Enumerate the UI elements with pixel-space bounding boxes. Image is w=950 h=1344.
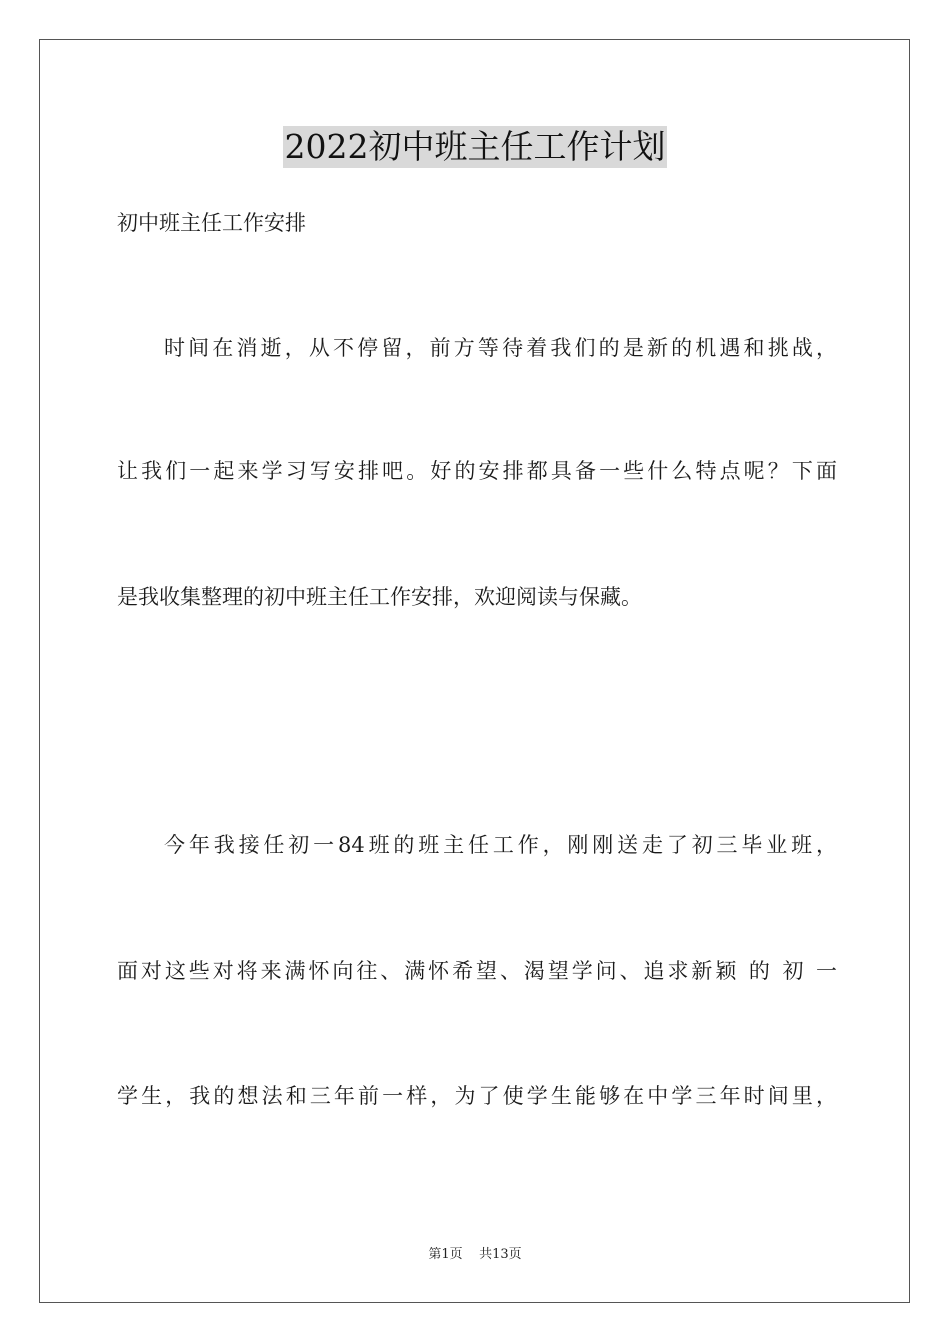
page-footer — [0, 1246, 950, 1264]
document-subtitle: 初中班主任工作安排 — [117, 211, 306, 235]
page-total: 共13页 — [479, 1247, 522, 1262]
paragraph-line-1: 时间在消逝，从不停留，前方等待着我们的是新的机遇和挑战， — [164, 336, 837, 360]
paragraph-line-5: 面对这些对将来满怀向往、满怀希望、渴望学问、追求新颖 的 初 一 — [117, 959, 837, 983]
paragraph-line-3: 是我收集整理的初中班主任工作安排，欢迎阅读与保藏。 — [117, 585, 642, 609]
paragraph-line-6: 学生，我的想法和三年前一样，为了使学生能够在中学三年时间里， — [117, 1084, 837, 1108]
document-title: 2022初中班主任工作计划 — [284, 127, 666, 166]
page-number: 第1页 — [428, 1247, 463, 1262]
paragraph-line-2: 让我们一起来学习写安排吧。好的安排都具备一些什么特点呢？下面 — [117, 459, 837, 483]
title-wrapper — [0, 126, 950, 168]
paragraph-line-4: 今年我接任初一84班的班主任工作，刚刚送走了初三毕业班， — [164, 833, 837, 857]
